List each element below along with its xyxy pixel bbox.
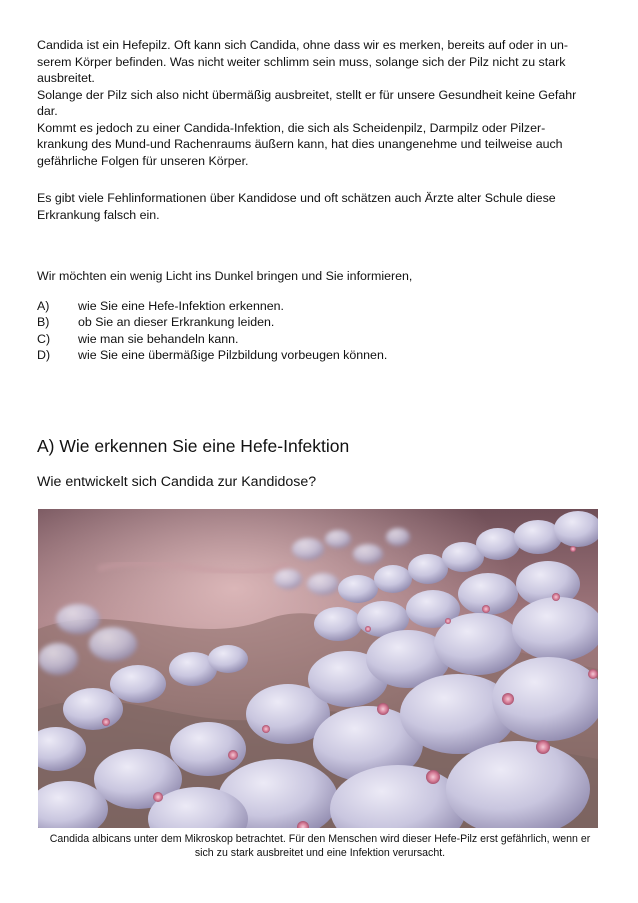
caption-line: sich zu stark ausbreitet und eine Infektion verursacht. bbox=[194, 847, 446, 859]
list-marker: C) bbox=[37, 331, 51, 346]
list-marker: D) bbox=[37, 348, 51, 363]
list-item bbox=[37, 331, 603, 347]
intro-line: serem Körper befinden. Was nicht weiter schlimm sein muss, solange sich der Pilz nicht zu stark bbox=[37, 54, 566, 69]
list-text: wie man sie behandeln kann. bbox=[78, 331, 239, 346]
intro-line: gefährliche Folgen für unseren Körper. bbox=[37, 153, 249, 168]
misinfo-paragraph bbox=[37, 190, 603, 223]
figure-caption bbox=[37, 832, 603, 860]
misinfo-line: Es gibt viele Fehlinformationen über Kandidose und oft schätzen auch Ärzte alter Schule diese bbox=[37, 191, 556, 205]
intro-line: Kommt es jedoch zu einer Candida-Infektion, die sich als Scheidenpilz, Darmpilz oder Pilzer- bbox=[37, 120, 546, 135]
lead-sentence: Wir möchten ein wenig Licht ins Dunkel bringen und Sie informieren, bbox=[37, 269, 413, 283]
intro-line: ausbreitet. bbox=[37, 71, 95, 85]
list-text: wie Sie eine Hefe-Infektion erkennen. bbox=[78, 299, 284, 313]
list-marker: B) bbox=[37, 315, 50, 330]
intro-line: dar. bbox=[37, 104, 58, 118]
list-text: ob Sie an dieser Erkrankung leiden. bbox=[78, 315, 275, 330]
intro-line: krankung des Mund-und Rachenraums äußern kann, hat dies unangenehme und teilweise auch bbox=[37, 137, 563, 151]
section-heading: A) Wie erkennen Sie eine Hefe-Infektion bbox=[37, 436, 350, 456]
intro-paragraph bbox=[37, 37, 603, 169]
list-item bbox=[37, 347, 603, 363]
subheading: Wie entwickelt sich Candida zur Kandidose? bbox=[37, 474, 317, 490]
list-marker: A) bbox=[37, 299, 50, 313]
intro-line: Candida ist ein Hefepilz. Oft kann sich Candida, ohne dass wir es merken, bereits auf oder in un- bbox=[37, 38, 569, 52]
microscope-yeast-cells-image bbox=[38, 509, 598, 828]
list-text: wie Sie eine übermäßige Pilzbildung vorbeugen können. bbox=[78, 348, 388, 363]
list-item bbox=[37, 298, 603, 314]
caption-line: Candida albicans unter dem Mikroskop betrachtet. Für den Menschen wird dieser Hefe-Pilz erst gefährlich, wenn er bbox=[49, 833, 591, 845]
topics-list bbox=[37, 298, 603, 364]
intro-line: Solange der Pilz sich also nicht übermäßig ausbreitet, stellt er für unsere Gesundheit keine Gefahr bbox=[37, 87, 577, 102]
list-item bbox=[37, 314, 603, 330]
misinfo-line: Erkrankung falsch ein. bbox=[37, 207, 160, 222]
